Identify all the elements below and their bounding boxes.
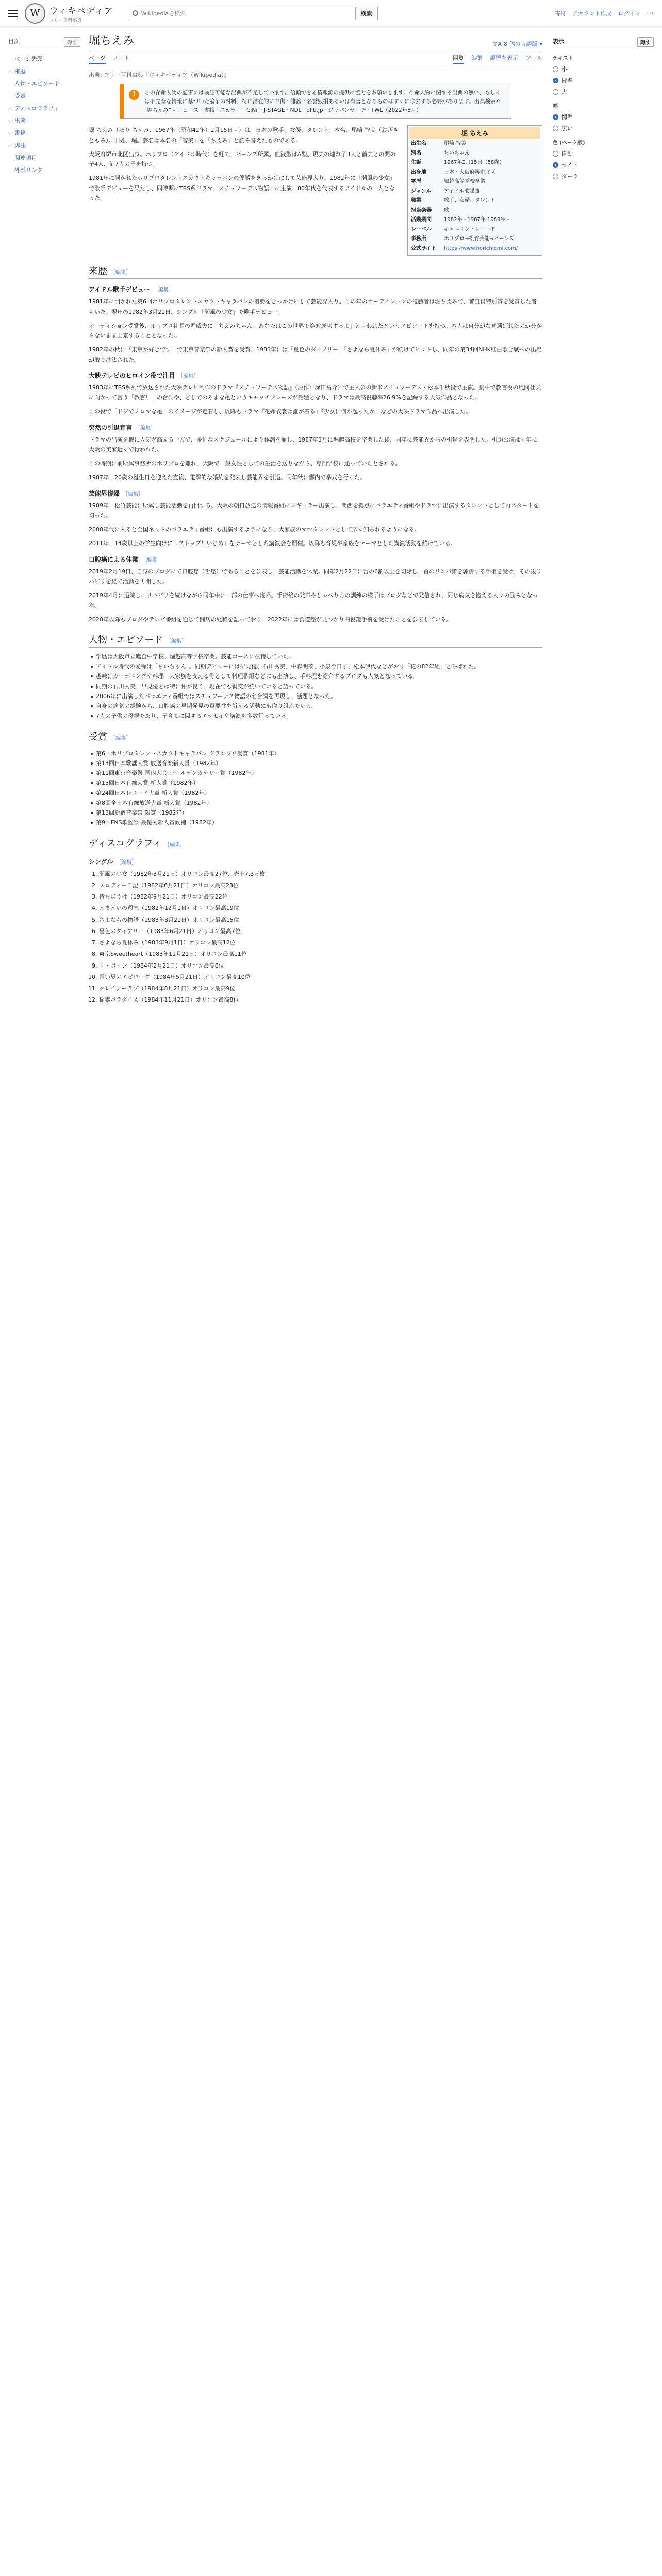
subsection-edit-link[interactable]: ［編集］ — [123, 491, 144, 497]
list-item: 自身の病気の経験から、口腔癌の早期発見の重要性を訴える活動にも取り組んでいる。 — [89, 701, 542, 711]
radio-button[interactable] — [553, 114, 558, 120]
toc-item-label: 外部リンク — [14, 167, 43, 174]
edit-link-label[interactable]: 編集 — [140, 425, 151, 431]
subsection-heading — [89, 285, 542, 294]
appearance-option[interactable] — [553, 171, 654, 182]
table-of-contents — [8, 35, 80, 176]
subsection-edit-link[interactable]: ［編集］ — [135, 425, 156, 431]
toc-item-label: 関連項目 — [14, 155, 37, 161]
section-edit-link[interactable]: ［編集］ — [164, 842, 186, 848]
toc-header — [8, 35, 80, 49]
site-logo[interactable] — [49, 4, 113, 23]
edit-link-label[interactable]: 編集 — [171, 638, 181, 645]
tab-talk[interactable]: ノート — [112, 55, 130, 61]
infobox-key: 学歴 — [411, 179, 421, 185]
list-item: 7. さよなら夏休み（1983年9月1日）オリコン最高12位 — [99, 938, 542, 947]
list-item: 第24回日本レコード大賞 新人賞（1982年） — [89, 788, 542, 798]
section-heading — [89, 730, 542, 744]
edit-link-label[interactable]: 編集 — [170, 842, 180, 848]
paragraph: 2011年、14歳以上の学生向けに『ストップ！いじめ』をテーマとした講演会を開催。以降も育児や家族をテーマとした講演活動を続けている。 — [89, 540, 456, 547]
infobox-key: レーベル — [411, 226, 432, 232]
from-wikipedia-note: 出典: フリー百科事典『ウィキペディア（Wikipedia）』 — [89, 72, 230, 78]
appearance-header — [553, 35, 654, 49]
lead-paragraph: 堀 ちえみ（ほり ちえみ、1967年（昭和42年）2月15日 - ）は、日本の歌手、女優、タレント。本名、尾崎 智美（おざき ともみ）。旧姓、堀。芸名は本名の「智美」を「ちえみ」と読み替えたものである。 — [89, 127, 399, 144]
infobox-row — [409, 234, 540, 244]
appearance-option-label: 自動 — [561, 150, 573, 157]
toc-item-label: ページ先頭 — [14, 56, 43, 62]
list-item: 第11回東京音楽祭 国内大会 ゴールデンカナリー賞（1982年） — [89, 768, 542, 778]
infobox-row — [409, 215, 540, 225]
appearance-group-label: テキスト — [553, 56, 573, 61]
paragraph: 2019年2月19日、自身のブログにて口腔癌（舌癌）であることを公表し、芸能活動を休業。同年2月22日に舌の6割以上を切除し、首のリンパ節を郭清する手術を受け、その後リハビリを経て活動を再開した。 — [89, 568, 542, 585]
list-item: 3. 待ちぼうけ（1982年9月21日）オリコン最高22位 — [99, 892, 542, 902]
toc-item[interactable] — [8, 151, 80, 164]
toc-item[interactable] — [8, 114, 80, 127]
toc-item[interactable] — [8, 139, 80, 151]
article-sections — [89, 264, 542, 1005]
list-item: 第6回ホリプロタレントスカウトキャラバン グランプリ受賞（1981年） — [89, 749, 542, 758]
infobox-row — [409, 196, 540, 206]
tab-page[interactable]: ページ — [89, 54, 106, 64]
tab-edit[interactable]: 編集 — [471, 55, 483, 61]
infobox-value: 堀越高等学校卒業 — [444, 179, 485, 185]
infobox-value: 1967年2月15日（58歳） — [444, 160, 505, 166]
search-icon — [133, 10, 138, 16]
site-header — [0, 0, 662, 27]
appearance-title: 表示 — [553, 38, 564, 45]
list-item: 1. 潮風の少女（1982年3月21日）オリコン最高27位、売上7.3万枚 — [99, 869, 542, 879]
page-tabs — [89, 54, 542, 66]
infobox-value: ホリプロ→松竹芸能→ビーンズ — [444, 236, 514, 242]
infobox-row — [409, 206, 540, 216]
chevron-down-icon: ▾ — [539, 40, 542, 47]
list-item: 11. クレイジーラブ（1984年8月21日）オリコン最高9位 — [99, 984, 542, 993]
appearance-option[interactable] — [553, 148, 654, 159]
lead-paragraph: 大阪府堺市北区出身。ホリプロ（アイドル時代）を経て、ビーンズ所属。血液型はA型。現夫の連れ子3人と前夫との間の子4人、計7人の子を持つ。 — [89, 150, 396, 168]
edit-link-label[interactable]: 編集 — [183, 373, 194, 379]
section-title: ディスコグラフィ — [89, 838, 162, 849]
section-edit-link[interactable]: ［編集］ — [110, 735, 131, 741]
list-item: 2. メロディー日記（1982年6月21日）オリコン最高28位 — [99, 880, 542, 890]
subsection-title: 大映テレビのヒロイン役で注目 — [89, 371, 175, 379]
list-item: 8. 東京Sweetheart（1983年11月21日）オリコン最高11位 — [99, 949, 542, 959]
tab-tools[interactable]: ツール — [525, 55, 542, 61]
paragraph: 1983年にTBS系列で放送された大映テレビ制作のドラマ『スチュワーデス物語』（原作：深田祐介）で主人公の新米スチュワーデス・松本千秋役で主演。劇中で教官役の風間杜夫に向かって言う「教官！」の台詞や、どじでのろまな亀というキャッチフレーズが話題となり、ドラマは最高視聴率26.9%を記録する人気作品となった。 — [89, 384, 541, 401]
subsection-title: 突然の引退宣言 — [89, 423, 133, 431]
language-button-label: 8 個の言語版 — [503, 41, 538, 47]
edit-link-label[interactable]: 編集 — [115, 270, 126, 276]
subsection-heading — [89, 371, 542, 380]
toc-hide-button[interactable]: 隠す — [64, 37, 80, 47]
toc-item[interactable] — [8, 65, 80, 77]
paragraph: 2019年4月に退院し、リハビリを続けながら同年中に一部の仕事へ復帰。手術後の発声やしゃべり方の訓練の様子はブログなどで発信され、同じ病気を抱える人々の励みとなった。 — [89, 592, 538, 609]
toc-item-label: 来歴 — [14, 68, 26, 75]
tab-history[interactable]: 履歴を表示 — [490, 55, 519, 61]
list-item: 9. リ・ボ・ン（1984年2月21日）オリコン最高6位 — [99, 961, 542, 971]
edit-link-label[interactable]: 編集 — [158, 287, 169, 294]
edit-link-label[interactable]: 編集 — [121, 859, 132, 866]
language-button[interactable] — [492, 40, 542, 48]
appearance-option-label: 標準 — [561, 77, 573, 84]
search-input[interactable] — [129, 7, 356, 20]
lead-paragraph: 1981年に開かれたホリプロタレントスカウトキャラバンの優勝をきっかけにして芸能界入り。1982年に「潮風の少女」で歌手デビューを果たし、同時期にTBS系ドラマ「スチュワーデス物語」に主演、80年代を代表するアイドルの一人となった。 — [89, 175, 395, 201]
toc-item[interactable] — [8, 53, 80, 65]
infobox-row — [409, 149, 540, 159]
appearance-option-label: 大 — [561, 89, 567, 95]
radio-button[interactable] — [553, 126, 558, 131]
radio-button[interactable] — [553, 174, 558, 179]
list-item: 4. とまどいの週末（1982年12月1日）オリコン最高19位 — [99, 903, 542, 913]
infobox-value: 尾崎 智美 — [444, 141, 467, 147]
infobox-value: 歌 — [444, 207, 449, 213]
main-menu-icon[interactable] — [8, 10, 18, 17]
infobox-row — [409, 158, 540, 168]
infobox-value: ちいちゃん — [444, 150, 470, 156]
appearance-option[interactable] — [553, 159, 654, 171]
section-heading — [89, 633, 542, 648]
section-edit-link[interactable]: ［編集］ — [166, 638, 187, 645]
appearance-hide-button[interactable]: 隠す — [637, 37, 654, 47]
edit-link-label[interactable]: 編集 — [146, 557, 157, 563]
citation-notice — [120, 84, 511, 119]
toc-item-label: 出演 — [14, 117, 26, 124]
infobox-row — [409, 177, 540, 187]
list-item: アイドル時代の愛称は「ちいちゃん」。同期デビューには早見優、石川秀美、中森明菜、小泉今日子、松本伊代などがおり「花の82年組」と呼ばれた。 — [89, 662, 542, 671]
title-row — [89, 29, 542, 50]
more-options-icon[interactable]: ⋯ — [647, 9, 654, 18]
infobox-key: ジャンル — [411, 188, 432, 194]
infobox-title: 堀 ちえみ — [409, 127, 540, 139]
chevron-right-icon: › — [8, 130, 10, 135]
list-item: 2006年に出演したバラエティ番組ではスチュワーデス物語の名台詞を再現し、話題となった。 — [89, 691, 542, 701]
search-button[interactable]: 検索 — [356, 7, 378, 20]
subsection-title: シングル — [89, 858, 113, 866]
section-heading — [89, 264, 542, 279]
appearance-option[interactable] — [553, 63, 654, 75]
toc-item[interactable] — [8, 90, 80, 102]
bullet-list — [89, 652, 542, 721]
toc-item[interactable] — [8, 77, 80, 90]
subsection-title: アイドル歌手デビュー — [89, 286, 150, 294]
toc-item-label: 人物・エピソード — [14, 80, 60, 87]
toc-item-label: 脚注 — [14, 142, 26, 149]
translate-icon: 文A — [492, 41, 502, 47]
subsection-edit-link[interactable]: ［編集］ — [153, 287, 174, 294]
list-item: 6. 夏色のダイアリー（1983年6月21日）オリコン最高7位 — [99, 926, 542, 936]
list-item: 第8回全日本有線放送大賞 新人賞（1982年） — [89, 798, 542, 808]
chevron-right-icon: › — [8, 118, 10, 123]
edit-link-label[interactable]: 編集 — [128, 491, 139, 497]
appearance-panel — [553, 35, 654, 182]
intro-row — [89, 125, 542, 256]
toc-item-label: ディスコグラフィ — [14, 105, 59, 112]
infobox-key: 事務所 — [411, 236, 426, 242]
appearance-option-label: ダーク — [561, 173, 578, 180]
infobox-key: 生誕 — [411, 160, 421, 166]
list-item: 第13回日本歌謡大賞 放送音楽新人賞（1982年） — [89, 758, 542, 768]
section-title: 受賞 — [89, 731, 107, 742]
user-links — [555, 9, 654, 18]
radio-button[interactable] — [553, 66, 558, 72]
list-item: 学歴は大阪市立鷹合中学校、堀越高等学校卒業。芸能コースに在籍していた。 — [89, 652, 542, 662]
section-title: 人物・エピソード — [89, 634, 163, 646]
chevron-right-icon: › — [8, 143, 10, 148]
subsection-edit-link[interactable]: ［編集］ — [178, 373, 199, 379]
subsection-heading — [89, 857, 542, 866]
toc-item[interactable] — [8, 127, 80, 139]
appearance-option-label: 標準 — [561, 114, 573, 121]
paragraph: 1981年に開かれた第6回ホリプロタレントスカウトキャラバンの優勝をきっかけにして芸能界入り。この年のオーディションの優勝者は堀ちえみで、審査員特別賞を受賞した者もいた。翌年の1982年3月21日、シングル「潮風の少女」で歌手デビュー。 — [89, 298, 537, 315]
radio-button[interactable] — [553, 78, 558, 83]
infobox-key: 別名 — [411, 150, 421, 156]
list-item: 第9回FNS歌謡祭 最優秀新人賞候補（1982年） — [89, 818, 542, 827]
infobox-value: キャニオン・レコード — [444, 226, 495, 232]
chevron-right-icon: › — [8, 69, 10, 74]
subsection-edit-link[interactable]: ［編集］ — [141, 557, 162, 563]
appearance-group-label: 色 (ベータ版) — [553, 140, 585, 146]
chevron-right-icon: › — [8, 106, 10, 111]
infobox-value[interactable]: https://www.horichiemi.com/ — [444, 245, 518, 251]
donate-link[interactable]: 寄付 — [554, 10, 566, 17]
toc-item[interactable] — [8, 102, 80, 114]
appearance-option-label: ライト — [561, 162, 578, 168]
list-item: 10. 青い夏のエピローグ（1984年5月21日）オリコン最高10位 — [99, 972, 542, 982]
subsection-edit-link[interactable]: ［編集］ — [116, 859, 137, 866]
infobox-key: 職業 — [411, 198, 421, 204]
radio-button[interactable] — [553, 162, 558, 168]
list-item: 12. 稲妻パラダイス（1984年11月21日）オリコン最高8位 — [99, 995, 542, 1005]
toc-list — [8, 53, 80, 176]
list-item: 趣味はガーデニングや料理。大家族を支える母として料理番組などにも出演し、手料理を紹介するブログも人気となっている。 — [89, 671, 542, 681]
main-content — [89, 29, 542, 1009]
section-edit-link[interactable]: ［編集］ — [110, 270, 131, 276]
infobox-value: 1982年 - 1987年 1989年 - — [444, 217, 509, 223]
wikipedia-logo-icon[interactable]: W — [25, 3, 45, 24]
infobox-rows — [409, 139, 540, 253]
create-account-link[interactable]: アカウント作成 — [572, 10, 612, 17]
appearance-option[interactable] — [553, 111, 654, 123]
infobox-row — [409, 187, 540, 197]
subsection-heading — [89, 423, 542, 432]
appearance-option[interactable] — [553, 75, 654, 86]
logo-wordmark: ウィキペディア — [49, 6, 113, 16]
subsection-heading — [89, 489, 542, 498]
infobox-row — [409, 225, 540, 235]
infobox-value: 歌手、女優、タレント — [444, 198, 495, 204]
paragraph: 1987年、20歳の誕生日を迎えた直後、電撃的な婚約を発表し芸能界を引退。同年秋に都内で挙式を行った。 — [89, 474, 366, 481]
list-item: 7人の子供の母親であり、子育てに関するエッセイや講演も多数行っている。 — [89, 711, 542, 721]
appearance-group-label: 幅 — [553, 104, 558, 109]
paragraph: 2000年代に入ると全国ネットのバラエティ番組にも出演するようになり、大家族のママタレントとして広く知られるようになる。 — [89, 526, 420, 533]
infobox-key: 活動期間 — [411, 217, 432, 223]
logo-tagline: フリー百科事典 — [49, 18, 82, 23]
numbered-list — [99, 869, 542, 1005]
subsection-title: 芸能界復帰 — [89, 489, 120, 497]
tab-read[interactable]: 閲覧 — [453, 54, 464, 64]
paragraph: 1989年、松竹芸能に所属し芸能活動を再開する。大阪の朝日放送の情報番組にレギュラー出演し、関西を拠点にバラエティ番組やドラマに出演するタレントとして再スタートを切った。 — [89, 502, 539, 519]
radio-button[interactable] — [553, 151, 558, 157]
section-heading — [89, 836, 542, 851]
infobox-row — [409, 244, 540, 254]
list-item: 第13回新宿音楽祭 銀賞（1982年） — [89, 808, 542, 818]
infobox-key: 担当楽器 — [411, 207, 432, 213]
infobox-value: アイドル歌謡曲 — [444, 188, 480, 194]
bullet-list — [89, 749, 542, 828]
list-item: 第15回日本有線大賞 新人賞（1982年） — [89, 778, 542, 788]
search-placeholder: Wikipediaを検索 — [141, 10, 186, 17]
warning-icon: ! — [129, 90, 139, 100]
section-title: 来歴 — [89, 266, 107, 277]
toc-title: 目次 — [8, 38, 20, 45]
infobox-row — [409, 168, 540, 178]
paragraph: この時期に前所属事務所のホリプロを離れ、大阪で一般女性としての生活を送りながら、専門学校に通っていたとされる。 — [89, 460, 401, 467]
infobox-key: 出身地 — [411, 169, 426, 175]
page-title: 堀ちえみ — [89, 35, 135, 47]
infobox-value: 日本・大阪府堺市北区 — [444, 169, 495, 175]
paragraph: ドラマの出演を機に人気が高まる一方で、多忙なスケジュールにより体調を崩し、1987年3月に堀越高校を卒業した後、同年に芸能界からの引退を表明した。引退公演は同年に大阪の実家近くで行われた。 — [89, 436, 538, 453]
infobox-key: 出生名 — [411, 141, 426, 147]
infobox-key: 公式サイト — [411, 245, 437, 251]
paragraph: 1982年の秋に「東京が好きです」で東京音楽祭の新人賞を受賞、1983年には「夏色のダイアリー」「さよなら夏休み」が続けてヒットし、同年の第34回NHK紅白歌合戦への出場が取り沙汰された。 — [89, 346, 542, 363]
appearance-option[interactable] — [553, 123, 654, 134]
list-item: 5. さよならの物語（1983年3月21日）オリコン最高15位 — [99, 915, 542, 925]
appearance-option-label: 広い — [561, 125, 573, 132]
notice-text: この存命人物の記事には検証可能な出典が不足しています。信頼できる情報源の提供に協力をお願いします。存命人物に関する出典の無い、もしくは不完全な情報に基づいた論争の材料、特に潜在的に中傷・誹謗・名誉毀損あるいは有害となるものはすぐに除去する必要があります。出典検索?: "堀ちえみ" – ニュース · 書籍 · スカラー · CiNii · J-STAGE · NDL · dlib.jp · ジャパンサーチ · TWL（2022年8月） — [144, 90, 501, 113]
infobox — [407, 125, 542, 256]
subsection-heading — [89, 555, 542, 564]
paragraph: この役で「ドジでノロマな亀」のイメージが定着し、以降もドラマ『花嫁衣裳は誰が着る』『少女に何が起ったか』などの大映ドラマ作品へ出演した。 — [89, 408, 472, 415]
appearance-option-label: 小 — [561, 66, 567, 73]
appearance-option[interactable] — [553, 86, 654, 97]
intro-text — [89, 125, 399, 207]
paragraph: オーディション受賞後、ホリプロ社長の堀威夫に「ちえみちゃん、あなたはこの世界で絶対成功するよ」と言われたというエピソードを持つ。本人は自分がなぜ選ばれたのか分からないまま上京することとなった。 — [89, 322, 542, 340]
toc-item[interactable] — [8, 164, 80, 176]
edit-link-label[interactable]: 編集 — [115, 735, 126, 741]
toc-item-label: 受賞 — [14, 93, 26, 99]
infobox-row — [409, 139, 540, 149]
radio-button[interactable] — [553, 89, 558, 95]
subsection-title: 口腔癌による休業 — [89, 555, 139, 563]
list-item: 同期の石川秀美、早見優とは特に仲が良く、現在でも親交が続いていると語っている。 — [89, 682, 542, 691]
login-link[interactable]: ログイン — [618, 10, 640, 17]
appearance-groups — [553, 54, 654, 182]
paragraph: 2020年以降もブログやテレビ番組を通じて闘病の経験を語っており、2022年には食道癌が見つかり内視鏡手術を受けたことを公表している。 — [89, 616, 452, 623]
search-form — [129, 7, 378, 20]
toc-item-label: 書籍 — [14, 130, 26, 137]
